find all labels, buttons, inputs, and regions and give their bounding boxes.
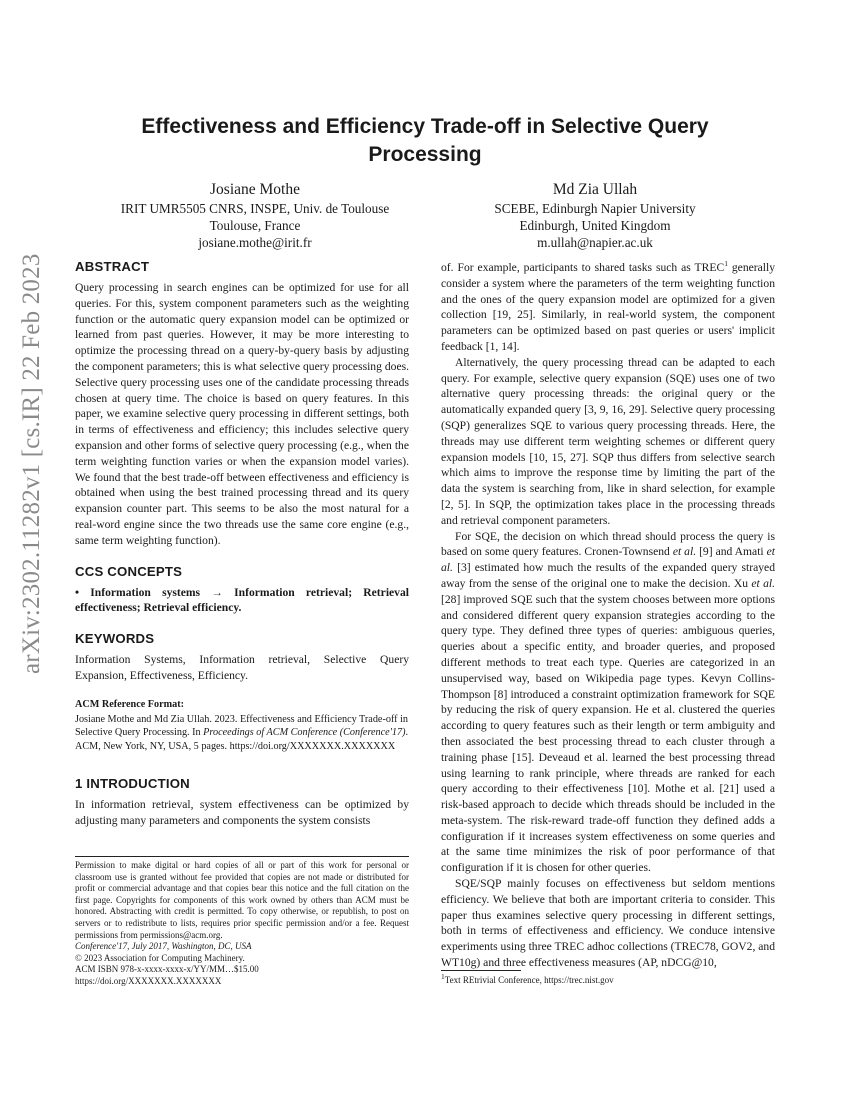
paragraph: SQE/SQP mainly focuses on effectiveness but seldom mentions efficiency. We believe that both are important criteria to consider. This paper thus examines selective query processing in different settings, both in terms of effectiveness and efficiency. We conduce intensive experiments using three TREC adhoc collections (TREC78, GOV2, and WT10g) and three effectiveness measures (AP, nDCG@10, xyxy=(441,877,776,970)
ref-proceedings: Proceedings of ACM Conference (Conference'17) xyxy=(203,727,406,739)
author-block-1 xyxy=(90,180,420,251)
paragraph xyxy=(441,260,775,355)
paragraph xyxy=(441,529,775,877)
permission-text: Permission to make digital or hard copies of all or part of this work for personal or classroom use is granted without fee provided that copies are not made or distributed for profit or commercial advantage and that copies bear this notice and the full citation on the first page. Copyrights for components of this work owned by others than ACM must be honored. Abstracting with credit is permitted. To copy otherwise, or republish, to post on servers or to redistribute to lists, requires prior specific permission and/or a fee. Request permissions from permissions@acm.org. xyxy=(75,860,409,940)
doi-line[interactable]: https://doi.org/XXXXXXX.XXXXXXX xyxy=(75,975,222,986)
paper-title: Effectiveness and Efficiency Trade-off in Selective Query Processing xyxy=(141,115,709,166)
text-part: For SQE, the decision on which thread should process the query is based on some query features. Cronen-Townsend xyxy=(441,529,775,559)
text-part: [28] improved SQE such that the system chooses between more options and considered different query expansion strategies according to the query type. They defined three types of queries: ambiguous queries, queries about a specific entity, and broader queries, and proposed different methods to treat each type. Queries are categorized in an unsupervised way, based on Wikipedia page types. Kevyn Collins-Thompson [8] introduced a constraint optimization framework for SQE by reducing the risk of query expansion. He et al. clustered the queries according to query features such as their length or term ambiguity and then associated the best processing thread to each cluster through a training phase [15]. Deveaud et al. learned the best processing thread using learning to rank principle, where threads are ranked for each query according to their effectiveness [10]. Mothe et al. [21] used a risk-based approach to decide which threads should be included in the meta-system. The risk-reward trade-off function they defined adds a configuration if it increases system effectiveness on some queries and at the same time minimizes the risk of poor performance of that configuration if it is chosen for other queries. xyxy=(441,592,775,875)
footnote xyxy=(441,974,775,986)
footnote-divider xyxy=(75,856,409,857)
footnote-number: 1 xyxy=(441,972,445,981)
footnote-divider xyxy=(441,970,521,971)
ref-text-part: . ACM, New York, NY, USA, 5 pages. https://doi.org/XXXXXXX.XXXXXXX xyxy=(75,727,409,752)
arxiv-stamp[interactable]: arXiv:2302.11282v1 [cs.IR] 22 Feb 2023 xyxy=(18,253,45,674)
acm-reference-section xyxy=(75,698,409,753)
ref-text-part: Josiane Mothe and Md Zia Ullah. 2023. Effectiveness and Efficiency Trade-off in Selective Query Processing. In xyxy=(75,713,408,739)
copyright-notice xyxy=(75,860,409,988)
text-part: [9] and Amati xyxy=(696,545,767,559)
ccs-heading: CCS CONCEPTS xyxy=(75,563,183,579)
author-affiliation: IRIT UMR5505 CNRS, INSPE, Univ. de Toulouse xyxy=(120,201,390,216)
author-email[interactable]: josiane.mothe@irit.fr xyxy=(198,235,312,250)
author-name: Md Zia Ullah xyxy=(552,181,638,198)
keywords-text: Information Systems, Information retrieval, Selective Query Expansion, Effectiveness, Efficiency. xyxy=(75,653,409,682)
left-column xyxy=(75,258,409,829)
isbn-line: ACM ISBN 978-x-xxxx-xxxx-x/YY/MM…$15.00 xyxy=(75,964,259,975)
text-part: [3] estimated how much the results of the expanded query strayed away from the sense of the original one to make the decision. Xu xyxy=(441,561,775,590)
text-part: generally consider a system where the parameters of the term weighting function and the ones of the query expansion model are optimized for a given collection [19, 25]. Similarly, in real-world system, the component parameters can be optimized based on past queries or users' implicit feedback [1, 14]. xyxy=(441,261,776,353)
conference-line: Conference'17, July 2017, Washington, DC, USA xyxy=(75,941,252,952)
introduction-text: In information retrieval, system effectiveness can be optimized by adjusting many parameters and components the system consists xyxy=(75,797,409,827)
abstract-heading: ABSTRACT xyxy=(75,259,150,274)
conference-info xyxy=(75,941,409,953)
ccs-text: • Information systems → Information retrieval; Retrieval effectiveness; Retrieval efficiency. xyxy=(75,585,409,615)
text-part: of. For example, participants to shared tasks such as TREC xyxy=(441,261,725,274)
author-affiliation: SCEBE, Edinburgh Napier University xyxy=(494,201,696,216)
right-column xyxy=(441,260,775,971)
text-italic: et al. xyxy=(672,545,697,559)
text-italic: et al. xyxy=(751,576,775,590)
copyright-line: © 2023 Association for Computing Machinery. xyxy=(75,952,245,963)
author-block-2 xyxy=(430,180,760,251)
abstract-text: Query processing in search engines can be optimized for use for all queries. For this, system component parameters such as the weighting function or the automatic query expansion model can be optimized or learned from past queries. However, it may be more interesting to optimize the processing thread on a query-by-query basis by adjusting the component parameters; this is what selective query processing does. Selective query processing uses one of the candidate processing threads chosen at query time. The choice is based on query features. In this paper, we examine selective query processing in different settings, both in terms of effectiveness and efficiency; this includes selective query expansion and other forms of selective query processing (e.g., when the term weighting function varies or when the expansion model varies). We found that the best trade-off between effectiveness and efficiency is obtained when using the best trained processing thread and its query expansion counter part. This seems to be also the most natural for a real-word engine since the two threads use the same core engine (e.g., same term weighting function). xyxy=(75,281,409,547)
acm-reference-text xyxy=(75,713,409,753)
author-email[interactable]: m.ullah@napier.ac.uk xyxy=(537,235,653,250)
footnote-marker[interactable]: 1 xyxy=(724,259,728,269)
acm-reference-heading: ACM Reference Format: xyxy=(75,698,184,710)
abstract-section xyxy=(75,258,409,549)
author-name: Josiane Mothe xyxy=(210,181,300,198)
introduction-section xyxy=(75,775,409,829)
keywords-section xyxy=(75,630,409,684)
author-location: Toulouse, France xyxy=(209,218,301,233)
keywords-heading: KEYWORDS xyxy=(75,631,155,647)
ccs-section xyxy=(75,563,409,617)
footnote-text: Text REtrivial Conference, https://trec.nist.gov xyxy=(444,975,614,985)
text-italic: et al. xyxy=(441,545,775,575)
paragraph: Alternatively, the query processing thread can be adapted to each query. For example, selective query expansion (SQE) uses one of two alternative query processing threads: the original query or the automatically expanded query [3, 9, 16, 29]. Selective query processing (SQP) generalizes SQE to various query processing threads. Here, the threads may use different term weighting schemes or different query expansion models [10, 15, 27]. SQP thus differs from selective search which aims to improve the response time by limiting the part of the data the system is searching from, like in shard selection, for example [2, 5]. In SQP, the optimization takes place in the processing threads and retrieval component parameters. xyxy=(441,355,775,527)
introduction-heading: 1 INTRODUCTION xyxy=(75,775,190,791)
author-location: Edinburgh, United Kingdom xyxy=(519,218,671,233)
